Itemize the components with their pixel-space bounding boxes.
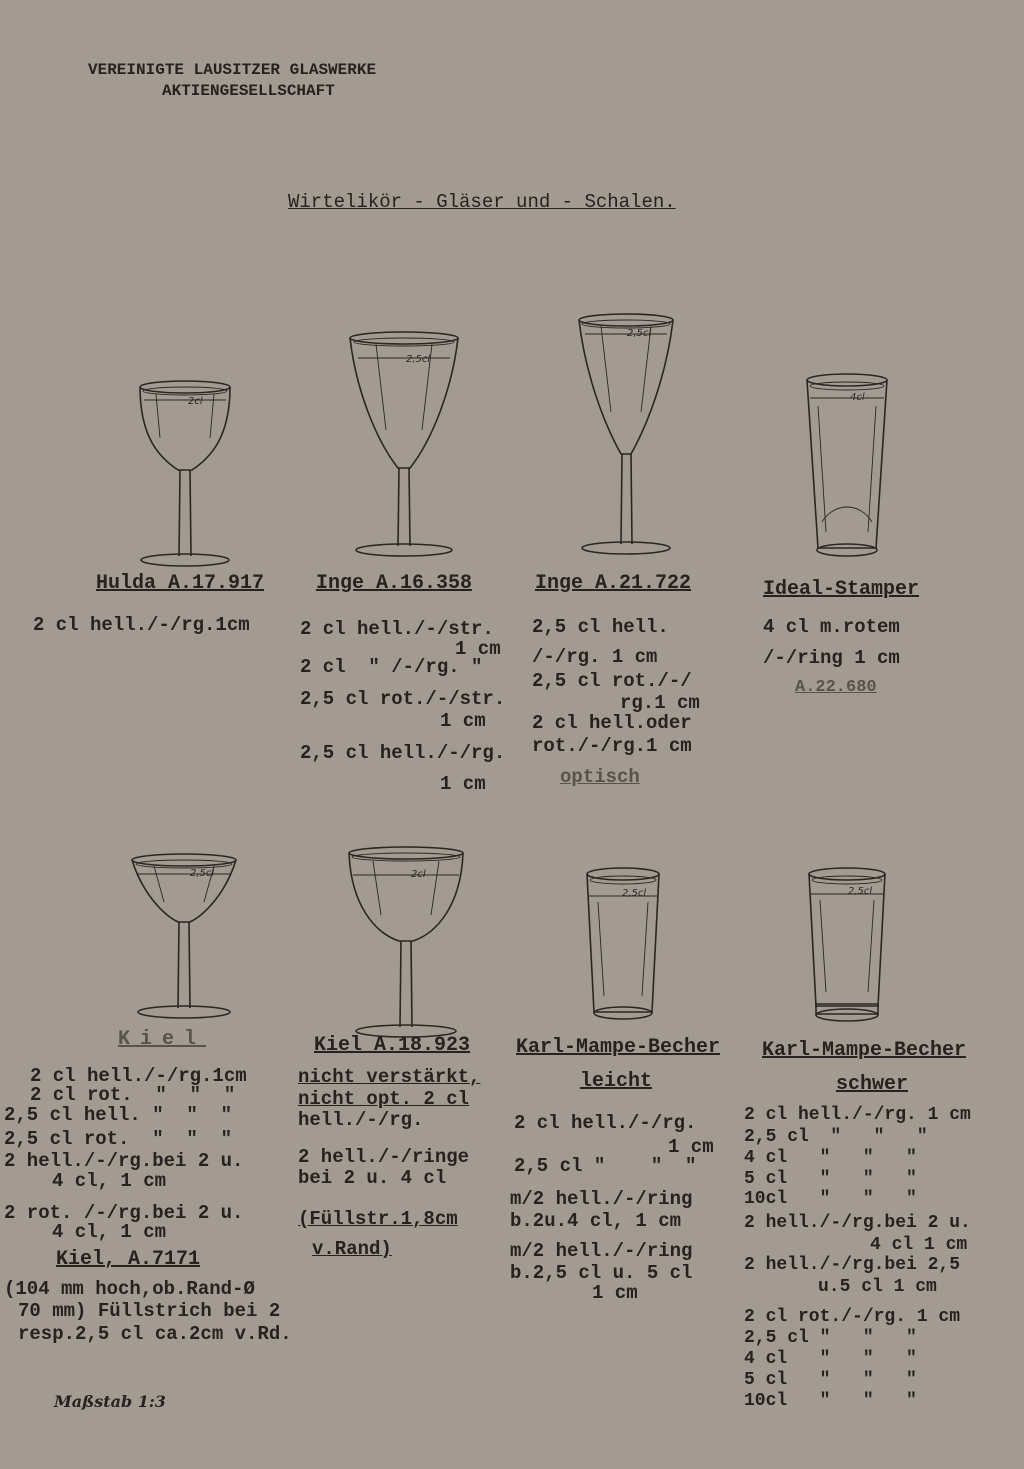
- scale-note: Maßstab 1:3: [54, 1392, 166, 1411]
- product-subtitle-leicht: leicht: [580, 1070, 653, 1093]
- spec-line: 2 cl hell./-/str.: [300, 618, 494, 640]
- glass-karl-mampe-schwer-illustration: [806, 866, 888, 1022]
- spec-line: rot./-/rg.1 cm: [532, 735, 692, 757]
- spec-line: 2 cl hell./-/rg. 1 cm: [744, 1105, 971, 1125]
- fill-mark-label: 2,5cl: [622, 888, 647, 899]
- spec-line: 4 cl, 1 cm: [52, 1221, 167, 1243]
- fill-mark-label: 2,5cl: [627, 328, 652, 339]
- product-name-karl-mampe-schwer: Karl-Mampe-Becher: [762, 1039, 967, 1062]
- product-name-inge-16358: Inge A.16.358: [316, 572, 473, 595]
- spec-line: 2 hell./-/rg.bei 2,5: [744, 1255, 961, 1275]
- spec-line: 2,5 cl rot. " " ": [4, 1128, 233, 1150]
- spec-line: 70 mm) Füllstrich bei 2: [18, 1300, 281, 1322]
- spec-line: 2,5 cl hell./-/rg.: [300, 742, 506, 764]
- page-title: Wirtelikör - Gläser und - Schalen.: [288, 191, 676, 213]
- spec-line: 2,5 cl hell. " " ": [4, 1104, 233, 1126]
- fill-line-note: (Füllstr.1,8cm: [298, 1208, 458, 1230]
- product-name-kiel-18923: Kiel A.18.923: [314, 1034, 471, 1057]
- spec-line: 1 cm: [440, 773, 486, 795]
- fill-mark-label: 2cl: [188, 396, 203, 407]
- spec-line: 2 rot. /-/rg.bei 2 u.: [4, 1202, 244, 1224]
- spec-line: nicht verstärkt,: [298, 1066, 481, 1088]
- spec-line: 2 cl hell./-/rg.1cm: [30, 1065, 247, 1087]
- glass-kiel-18923-illustration: [345, 845, 467, 1041]
- company-name: VEREINIGTE LAUSITZER GLASWERKE: [88, 61, 377, 79]
- spec-line: 1 cm: [668, 1136, 714, 1158]
- spec-line: m/2 hell./-/ring: [510, 1240, 693, 1262]
- product-name-kiel-7171: Kiel, A.7171: [56, 1248, 201, 1271]
- product-name-hulda: Hulda A.17.917: [96, 572, 265, 595]
- spec-line: 1 cm: [592, 1282, 638, 1304]
- product-name-ideal-stamper: Ideal-Stamper: [763, 578, 920, 601]
- spec-line: hell./-/rg.: [298, 1109, 424, 1131]
- spec-line: 2 hell./-/rg.bei 2 u.: [744, 1213, 971, 1233]
- fill-mark-label: 4cl: [850, 392, 865, 403]
- article-number: A.22.680: [795, 678, 877, 697]
- glass-hulda-illustration: [130, 378, 240, 570]
- glass-inge-16358-illustration: [346, 330, 462, 560]
- spec-line: 2,5 cl rot./-/str.: [300, 688, 506, 710]
- fill-mark-label: 2,5cl: [190, 868, 215, 879]
- spec-line: rg.1 cm: [620, 692, 700, 714]
- spec-line: 2 cl " /-/rg. ": [300, 656, 483, 678]
- spec-line: 2,5 cl " " ": [744, 1328, 917, 1348]
- glass-ideal-stamper-illustration: [804, 372, 890, 560]
- spec-line: 1 cm: [440, 710, 486, 732]
- spec-line: 4 cl 1 cm: [870, 1235, 968, 1255]
- spec-line: 4 cl m.rotem: [763, 616, 900, 638]
- spec-line: 2 hell./-/ringe: [298, 1146, 470, 1168]
- product-name-karl-mampe-leicht: Karl-Mampe-Becher: [516, 1036, 721, 1059]
- spec-line: 2 hell./-/rg.bei 2 u.: [4, 1150, 244, 1172]
- spec-line: 4 cl, 1 cm: [52, 1170, 167, 1192]
- spec-line: b.2u.4 cl, 1 cm: [510, 1210, 682, 1232]
- spec-line: 2 cl hell.oder: [532, 712, 692, 734]
- glass-karl-mampe-leicht-illustration: [584, 866, 662, 1022]
- spec-line: 5 cl " " ": [744, 1370, 917, 1390]
- spec-line: bei 2 u. 4 cl: [298, 1167, 447, 1189]
- spec-line: m/2 hell./-/ring: [510, 1188, 693, 1210]
- spec-line: 2 cl rot./-/rg. 1 cm: [744, 1307, 961, 1327]
- spec-line: 2,5 cl hell.: [532, 616, 669, 638]
- spec-line: 2,5 cl " " ": [744, 1127, 928, 1147]
- spec-line: 2 cl rot. " " ": [30, 1084, 236, 1106]
- fill-mark-label: 2,5cl: [848, 886, 873, 897]
- spec-line: 5 cl " " ": [744, 1169, 917, 1189]
- product-name-inge-21722: Inge A.21.722: [535, 572, 692, 595]
- spec-line: (104 mm hoch,ob.Rand-Ø: [4, 1278, 255, 1300]
- glass-inge-21722-illustration: [575, 312, 677, 558]
- product-subtitle-schwer: schwer: [836, 1073, 909, 1096]
- spec-line: 2,5 cl " " ": [514, 1155, 697, 1177]
- fill-line-note: v.Rand): [312, 1238, 392, 1260]
- company-subtitle: AKTIENGESELLSCHAFT: [162, 82, 335, 100]
- spec-line: resp.2,5 cl ca.2cm v.Rd.: [18, 1323, 292, 1345]
- spec-line: 2,5 cl rot./-/: [532, 670, 692, 692]
- spec-line-optical: optisch: [560, 766, 640, 788]
- spec-line: /-/ring 1 cm: [763, 647, 900, 669]
- spec-line: /-/rg. 1 cm: [532, 646, 658, 668]
- spec-line: b.2,5 cl u. 5 cl: [510, 1262, 693, 1284]
- spec-line: 4 cl " " ": [744, 1148, 917, 1168]
- product-name-kiel: Kiel: [118, 1028, 207, 1051]
- glass-kiel-illustration: [128, 852, 240, 1024]
- spec-line: 10cl " " ": [744, 1391, 917, 1411]
- spec-line: 2 cl hell./-/rg.1cm: [33, 614, 250, 636]
- spec-line: 4 cl " " ": [744, 1349, 917, 1369]
- spec-line: 1 cm: [455, 638, 501, 660]
- fill-mark-label: 2,5cl: [406, 354, 431, 365]
- spec-line: 10cl " " ": [744, 1189, 917, 1209]
- spec-line: nicht opt. 2 cl: [298, 1088, 470, 1110]
- fill-mark-label: 2cl: [411, 869, 426, 880]
- spec-line: 2 cl hell./-/rg.: [514, 1112, 697, 1134]
- spec-line: u.5 cl 1 cm: [818, 1277, 937, 1297]
